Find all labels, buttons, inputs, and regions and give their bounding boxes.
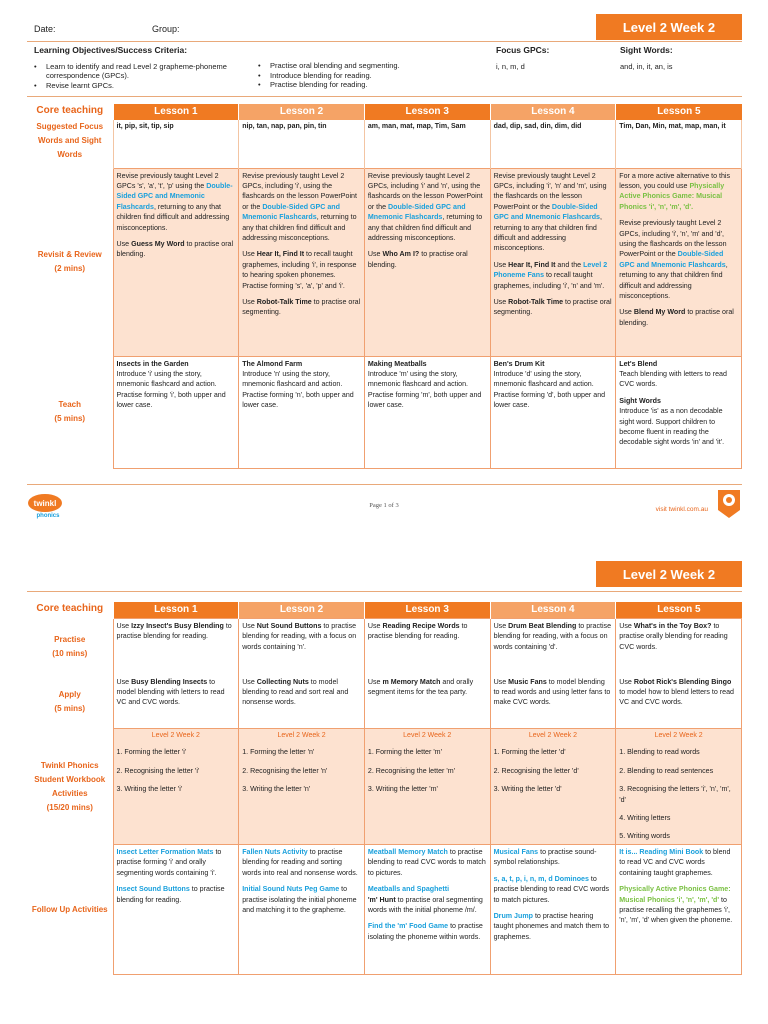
revisit-l5 [616, 168, 742, 356]
teach-title: Teach [58, 400, 82, 409]
apply-l1 [113, 675, 239, 729]
revisit-l1 [113, 168, 239, 356]
text: Use [493, 622, 509, 630]
lesson-4-header: Lesson 4 [490, 602, 616, 619]
text: Use [367, 622, 383, 630]
text: , returning to any that children find difficult and addressing misconceptions. [619, 260, 728, 300]
text: to practise oral blending. [116, 239, 234, 259]
workbook-heading: Level 2 Week 2 [151, 732, 200, 739]
teach-text: Introduce 'd' using the story, mnemonic flashcard and action. Practise forming 'd', both upper and lower case. [493, 369, 606, 410]
apply-l3 [364, 675, 490, 729]
workbook-l3 [364, 729, 490, 845]
apply-l4 [490, 675, 616, 729]
sight-words-heading: Sight Words: [620, 45, 673, 55]
follow-l2 [239, 845, 365, 975]
text: , returning to any that children find difficult and addressing misconceptions. [116, 202, 230, 232]
resource-link[interactable]: Double-Sided GPC and Mnemonic Flashcards [116, 181, 233, 211]
text: , returning to any that children find difficult and addressing misconceptions. [367, 213, 483, 242]
focus-words-l3: am, man, mat, map, Tim, Sam [364, 120, 490, 168]
svg-text:twinkl: twinkl [33, 499, 57, 508]
workbook-item: 3. Writing the letter 'n' [242, 785, 311, 794]
text: Use [493, 297, 509, 306]
revisit-label [27, 168, 113, 356]
game-name: Hear It, Find It [508, 260, 556, 269]
lesson-2-header: Lesson 2 [239, 104, 365, 120]
revisit-l2 [239, 168, 365, 356]
text: and orally segment items for the tea party. [367, 677, 474, 696]
text: to practise blending for reading, with a focus on words containing 'n'. [242, 622, 357, 651]
story-title: Ben's Drum Kit [493, 359, 545, 368]
resource-link[interactable]: Meatballs and Spaghetti [367, 885, 450, 894]
teach-text: Introduce 'is' as a non decodable sight word. Support children to become fluent in reading the decodable sight words 'in' and 'it'. [619, 407, 725, 447]
apply-title: Apply [58, 689, 81, 699]
text: Use [619, 308, 634, 317]
objective-item: • Learn to identify and read Level 2 grapheme-phoneme correspondence (GPCs). [34, 62, 249, 81]
resource-link[interactable]: Double-Sided GPC and Mnemonic Flashcards [242, 202, 340, 222]
practise-title: Practise [54, 634, 86, 644]
text: , returning to any that children find difficult and addressing misconceptions. [493, 213, 602, 253]
story-title: Let's Blend [619, 359, 658, 368]
revisit-l4 [490, 168, 616, 356]
text: to practise oral segmenting words with the initial phoneme /m/. [367, 895, 483, 915]
workbook-heading: Level 2 Week 2 [277, 732, 326, 739]
level-week-banner: Level 2 Week 2 [596, 14, 742, 40]
workbook-item: 3. Recognising the letters 'i', 'n', 'm', 'd' [619, 785, 731, 804]
resource-link[interactable]: Physically Active Phonics Game: Musical Phonics 'i', 'n', 'm', 'd' [619, 885, 731, 904]
text: to practise blending for reading, with a focus on words containing 'd'. [493, 622, 612, 651]
text: to model blending to read words and using letter fans to make CVC words. [493, 677, 611, 707]
story-title: Making Meatballs [367, 359, 427, 368]
workbook-l5 [616, 729, 742, 845]
teach-text: Introduce 'i' using the story, mnemonic flashcard and action. Practise forming 'i', both upper and lower case. [116, 369, 226, 410]
story-title: The Almond Farm [242, 359, 303, 368]
story-title: Insects in the Garden [116, 359, 189, 368]
follow-up-label: Follow Up Activities [31, 904, 108, 914]
text: to model blending with letters to read VC and CVC words. [116, 677, 225, 707]
teach-l2 [239, 356, 365, 468]
follow-l1 [113, 845, 239, 975]
text: to practise oral blending. [619, 308, 734, 327]
header-divider [27, 591, 742, 592]
teach-text: Introduce 'n' using the story, mnemonic flashcard and action. Practise forming 'n', both upper and lower case. [242, 369, 354, 410]
resource-link[interactable]: Initial Sound Nuts Peg Game [242, 885, 340, 894]
website-link[interactable]: visit twinkl.com.au [655, 506, 708, 513]
text: Use [493, 677, 509, 686]
text: Use [619, 677, 634, 686]
workbook-title: Twinkl Phonics Student Workbook Activities [34, 760, 106, 798]
resource-link[interactable]: Double-Sided GPC and Mnemonic Flashcards [619, 250, 726, 269]
text: Use [493, 260, 509, 269]
text: to practise forming 'i' and orally segmenting words containing 'i'. [116, 848, 222, 877]
workbook-l4 [490, 729, 616, 845]
level-week-banner: Level 2 Week 2 [596, 561, 742, 587]
text: to practise isolating the phoneme within words. [367, 922, 483, 941]
apply-time: (5 mins) [54, 703, 86, 713]
revisit-l3 [364, 168, 490, 356]
practise-l5 [616, 619, 742, 675]
follow-l4 [490, 845, 616, 975]
resource-link[interactable]: Level 2 Phoneme Fans [493, 260, 608, 280]
workbook-item: 2. Recognising the letter 'm' [367, 766, 455, 775]
game-name: Hear It, Find It [256, 250, 305, 259]
core-teaching-label: Core teaching [36, 603, 104, 614]
workbook-item: 2. Recognising the letter 'd' [493, 766, 579, 775]
resource-link[interactable]: Insect Sound Buttons [116, 885, 190, 894]
teach-l3 [364, 356, 490, 468]
workbook-item: 3. Writing the letter 'i' [116, 785, 183, 794]
text: Use [242, 677, 257, 686]
practise-l2 [239, 619, 365, 675]
workbook-l1 [113, 729, 239, 845]
objective-item: • Revise learnt GPCs. [34, 81, 249, 91]
sight-words-title: Sight Words [619, 396, 661, 405]
workbook-l2 [239, 729, 365, 845]
footer-divider [27, 484, 742, 485]
text: to recall taught graphemes, including 'i', in response to hearing spoken phonemes. Practise forming 's', 'a', 'p' and 'i'. [242, 250, 357, 290]
lesson-4-header: Lesson 4 [490, 104, 616, 120]
text: to practise hearing taught phonemes and match them to graphemes. [493, 912, 610, 941]
workbook-heading: Level 2 Week 2 [654, 732, 703, 739]
game-name: Robot-Talk Time [256, 297, 312, 306]
follow-l5 [616, 845, 742, 975]
objectives-heading: Learning Objectives/Success Criteria: [34, 45, 188, 55]
page-2 [0, 560, 768, 1024]
game-name: Music Fans [508, 677, 547, 686]
revisit-title: Revisit & Review [37, 250, 102, 259]
text: to model how to blend letters to read VC and CVC words. [619, 687, 735, 707]
focus-gpcs-heading: Focus GPCs: [496, 45, 550, 55]
svg-text:phonics: phonics [36, 513, 60, 519]
objectives-col-1 [34, 46, 249, 90]
teach-label [27, 356, 113, 468]
lesson-2-header: Lesson 2 [239, 602, 365, 619]
focus-words-l4: dad, dip, sad, din, dim, did [490, 120, 616, 168]
objectives-divider [27, 96, 742, 97]
text: to practise isolating the initial phoneme and matching it to the grapheme. [242, 885, 357, 915]
game-name: Drum Beat Blending [508, 622, 577, 630]
game-name: Collecting Nuts [256, 677, 309, 686]
teach-text: Teach blending with letters to read CVC words. [619, 369, 727, 389]
text: Revise previously taught Level 2 GPCs, including 'i' and 'n', using the flashcards on the lesson PowerPoint or the [367, 171, 483, 211]
objective-item: • Introduce blending for reading. [258, 71, 478, 81]
game-name: 'm' Hunt [367, 895, 396, 904]
lesson-3-header: Lesson 3 [364, 602, 490, 619]
text: Revise previously taught Level 2 GPCs, including 'i', 'n' and 'm', using the flashcards on the lesson PowerPoint or the [493, 171, 607, 211]
resource-link[interactable]: Insect Letter Formation Mats [116, 848, 214, 856]
resource-link[interactable]: Find the 'm' Food Game [367, 922, 449, 931]
text: to practise blending for reading. [116, 622, 232, 641]
text: to practise blending for reading. [367, 622, 468, 641]
focus-gpcs [496, 46, 606, 71]
game-name: Nut Sound Buttons [256, 622, 322, 630]
practise-time: (10 mins) [52, 648, 88, 658]
lesson-3-header: Lesson 3 [364, 104, 490, 120]
workbook-label [27, 729, 113, 845]
text: to model blending to read and sort real and nonsense words. [242, 677, 349, 707]
text: Use [367, 677, 383, 686]
lesson-table-page-2 [27, 602, 742, 975]
text: to practise blending for reading. [116, 885, 225, 904]
workbook-heading: Level 2 Week 2 [528, 732, 577, 739]
resource-link[interactable]: It is... Reading Mini Book [619, 848, 704, 856]
resource-link[interactable]: Meatball Memory Match [367, 848, 448, 856]
workbook-item: 3. Writing the letter 'm' [367, 785, 438, 794]
workbook-item: 1. Forming the letter 'd' [493, 748, 566, 757]
text: to recall taught graphemes, including 'i', 'n' and 'm'. [493, 271, 605, 290]
workbook-item: 5. Writing words [619, 832, 670, 841]
text: Use [242, 297, 257, 306]
game-name: Who Am I? [382, 250, 420, 259]
sight-words [620, 46, 740, 71]
lesson-5-header: Lesson 5 [616, 602, 742, 619]
lesson-5-header: Lesson 5 [616, 104, 742, 120]
resource-link[interactable]: Musical Fans [493, 848, 539, 856]
workbook-item: 2. Recognising the letter 'i' [116, 766, 200, 775]
game-name: Robot-Talk Time [508, 297, 564, 306]
text: Revise previously taught Level 2 GPCs, including 'i', 'n', 'm' and 'd', using the flashcards on the lesson PowerPoint or the [619, 219, 727, 259]
text: to practise sound-symbol relationships. [493, 848, 597, 867]
text: Revise previously taught Level 2 GPCs, including 'i', using the flashcards on the lesson PowerPoint or the [242, 171, 357, 211]
resource-link[interactable]: Double-Sided GPC and Mnemonic Flashcards [367, 202, 466, 222]
practise-l4 [490, 619, 616, 675]
text: and the [555, 260, 584, 269]
text: Revise previously taught Level 2 GPCs 's', 'a', 't', 'p' using the [116, 171, 219, 190]
text: to practise orally blending for reading CVC words. [619, 622, 728, 651]
teach-l4 [490, 356, 616, 468]
apply-l5 [616, 675, 742, 729]
focus-words-l1: it, pip, sit, tip, sip [113, 120, 239, 168]
apply-l2 [239, 675, 365, 729]
teach-time: (5 mins) [54, 414, 86, 423]
workbook-item: 2. Recognising the letter 'n' [242, 766, 328, 775]
game-name: Reading Recipe Words [382, 622, 460, 630]
objectives-col-2 [258, 61, 478, 90]
text: to practise blending for reading and sorting words into real and nonsense words. [242, 848, 358, 877]
focus-words-l2: nip, tan, nap, pan, pin, tin [239, 120, 365, 168]
game-name: Izzy Insect's Busy Blending [131, 622, 224, 630]
workbook-item: 1. Blending to read words [619, 748, 700, 757]
text: Use [242, 622, 257, 630]
workbook-item: 1. Forming the letter 'i' [116, 748, 187, 757]
focus-words-l5: Tim, Dan, Min, mat, map, man, it [616, 120, 742, 168]
practise-l1 [113, 619, 239, 675]
text: to blend to read VC and CVC words containing taught graphemes. [619, 848, 731, 877]
text: Use [116, 239, 132, 248]
text: to practise oral segmenting. [242, 297, 361, 317]
teach-l1 [113, 356, 239, 468]
resource-link[interactable]: Physically Active Phonics Game: Musical Phonics 'i', 'n', 'm', 'd'. [619, 181, 725, 211]
sight-words-value: and, in, it, an, is [620, 61, 673, 71]
text: Use [116, 677, 132, 686]
resource-link[interactable]: Double-Sided GPC and Mnemonic Flashcards [493, 202, 600, 222]
resource-link[interactable]: Fallen Nuts Activity [242, 848, 308, 856]
workbook-time: (15/20 mins) [46, 802, 93, 812]
workbook-item: 1. Forming the letter 'n' [242, 748, 315, 757]
date-label: Date: [34, 24, 56, 34]
header-divider [27, 41, 742, 42]
page-footer [0, 484, 768, 528]
workbook-heading: Level 2 Week 2 [403, 732, 452, 739]
game-name: Blend My Word [633, 308, 686, 317]
workbook-item: 3. Writing the letter 'd' [493, 785, 562, 794]
text: For a more active alternative to this lesson, you could use [619, 171, 731, 190]
text: Use [242, 250, 257, 259]
focus-gpcs-value: i, n, m, d [496, 61, 525, 71]
resource-link[interactable]: s, a, t, p, i, n, m, d Dominoes [493, 874, 589, 883]
text: Use [367, 250, 383, 259]
objective-item: • Practise blending for reading. [258, 80, 478, 90]
lesson-1-header: Lesson 1 [113, 602, 239, 619]
apply-label [27, 675, 113, 729]
text: to practise oral blending. [367, 250, 468, 269]
workbook-item: 1. Forming the letter 'm' [367, 748, 442, 757]
core-teaching-label: Core teaching [36, 105, 104, 116]
follow-l3 [364, 845, 490, 975]
game-name: Busy Blending Insects [131, 677, 208, 686]
suggested-words-label: Suggested Focus Words and Sight Words [36, 122, 104, 159]
lesson-table-page-1 [27, 104, 742, 469]
workbook-item: 2. Blending to read sentences [619, 766, 714, 775]
revisit-time: (2 mins) [54, 264, 86, 273]
objective-item: • Practise oral blending and segmenting. [258, 61, 478, 71]
practise-label [27, 619, 113, 675]
text: Use [116, 622, 132, 630]
game-name: Robot Rick's Blending Bingo [633, 677, 732, 686]
resource-link[interactable]: Drum Jump [493, 912, 533, 921]
text: , returning to any that children find difficult and addressing misconceptions. [242, 213, 357, 242]
quality-badge-icon [716, 488, 742, 520]
game-name: What's in the Toy Box? [633, 622, 712, 630]
group-label: Group: [152, 24, 180, 34]
game-name: m Memory Match [382, 677, 441, 686]
workbook-item: 4. Writing letters [619, 814, 671, 823]
lesson-1-header: Lesson 1 [113, 104, 239, 120]
text: to practise blending to read CVC words to match to pictures. [367, 848, 486, 877]
teach-text: Introduce 'm' using the story, mnemonic flashcard and action. Practise forming 'm', both upper and lower case. [367, 369, 482, 410]
text: Use [619, 622, 634, 630]
page-number: Page 1 of 3 [369, 502, 399, 509]
game-name: Guess My Word [131, 239, 185, 248]
text: to practise blending to read CVC words to match pictures. [493, 874, 610, 904]
text: to practise oral segmenting. [493, 297, 612, 317]
text: to practise recalling the graphemes 'i', 'n', 'm', 'd' when given the phoneme. [619, 895, 733, 925]
practise-l3 [364, 619, 490, 675]
teach-l5 [616, 356, 742, 468]
